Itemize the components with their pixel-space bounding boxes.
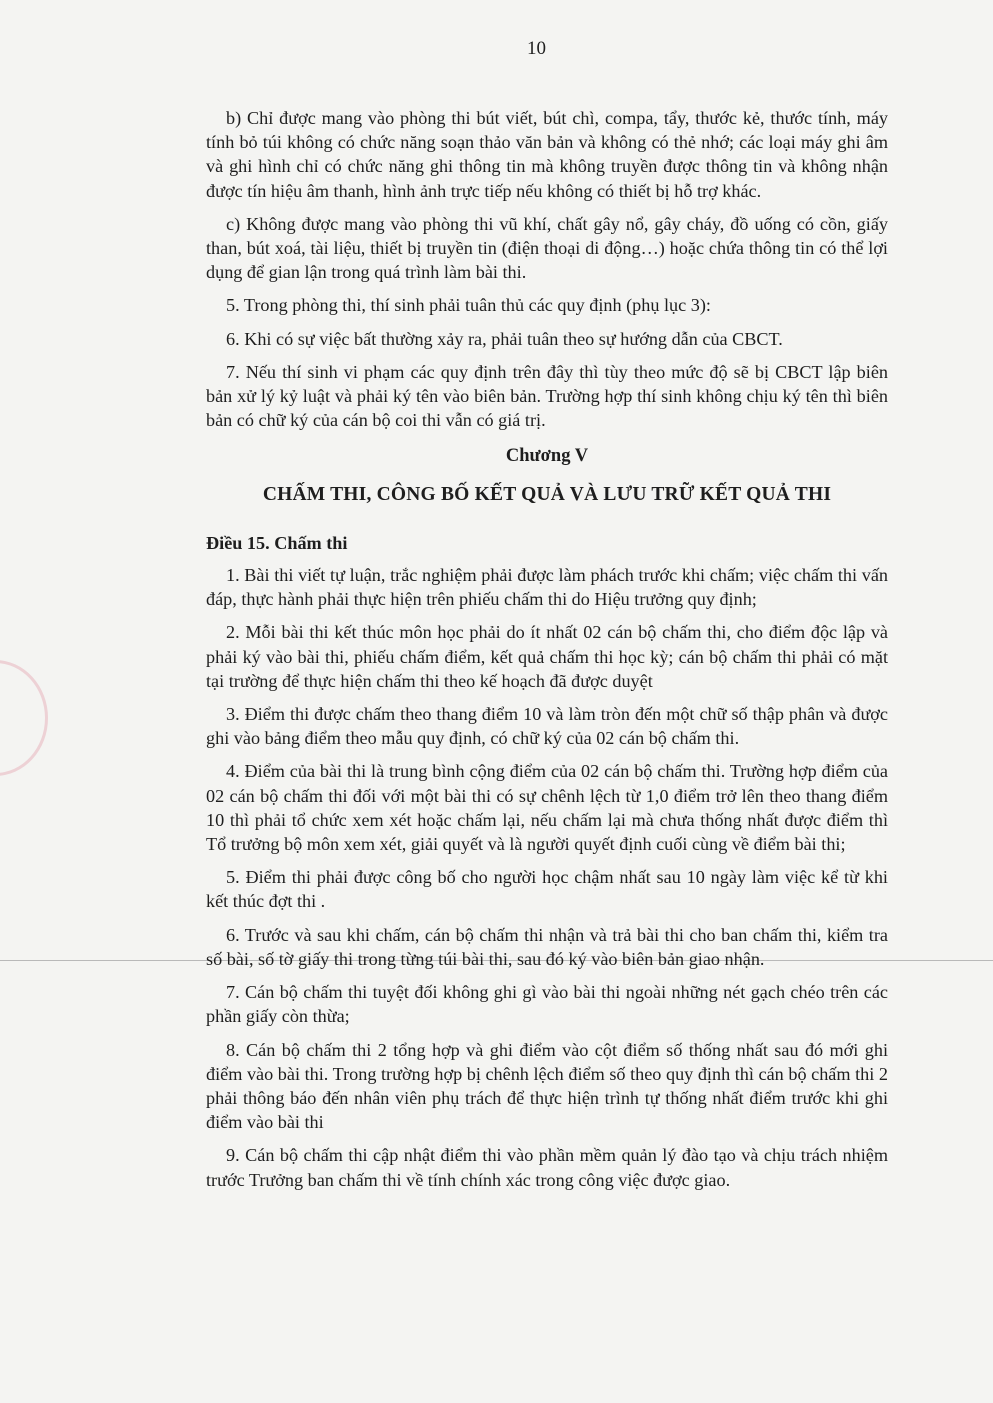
article-heading: Điều 15. Chấm thi [206,532,348,553]
article-paragraph-7: 7. Cán bộ chấm thi tuyệt đối không ghi gì vào bài thi ngoài những nét gạch chéo trên các phần giấy còn thừa; [206,982,888,1027]
chapter-heading: CHẤM THI, CÔNG BỐ KẾT QUẢ VÀ LƯU TRỮ KẾT QUẢ THI [262,483,832,505]
article-paragraph-8: 8. Cán bộ chấm thi 2 tổng hợp và ghi điểm vào cột điểm số thống nhất sau đó mới ghi điểm vào bài thi. Trong trường hợp bị chênh lệch điểm số theo quy định thì cán bộ chấm thi 2 phải thông báo đến nhân viên phụ trách để thực hiện trình tự thống nhất điểm trước khi ghi điểm vào bài thi [206,1039,888,1133]
document-body [206,106,888,1201]
red-stamp-fragment [0,660,48,776]
page-number: 10 [527,38,546,59]
paragraph-5: 5. Trong phòng thi, thí sinh phải tuân thủ các quy định (phụ lục 3): [226,295,711,316]
article-paragraph-9: 9. Cán bộ chấm thi cập nhật điểm thi vào phần mềm quản lý đào tạo và chịu trách nhiệm trước Trưởng ban chấm thi về tính chính xác trong công việc được giao. [206,1145,888,1190]
article-paragraph-3: 3. Điểm thi được chấm theo thang điểm 10 và làm tròn đến một chữ số thập phân và được ghi vào bảng điểm theo mẫu quy định, có chữ ký của 02 cán bộ chấm thi. [206,704,888,749]
article-paragraph-2: 2. Mỗi bài thi kết thúc môn học phải do ít nhất 02 cán bộ chấm thi, cho điểm độc lập và phải ký vào bài thi, phiếu chấm điểm, kết quả chấm thi học kỳ; cán bộ chấm thi phải có mặt tại trường để thực hiện chấm thi theo kế hoạch đã được duyệt [206,622,888,691]
paragraph-b: b) Chỉ được mang vào phòng thi bút viết, bút chì, compa, tẩy, thước kẻ, thước tính, máy tính bỏ túi không có chức năng soạn thảo văn bản và không có thẻ nhớ; các loại máy ghi âm và ghi hình chỉ có chức năng ghi thông tin mà không truyền được thông tin và không nhận được tín hiệu âm thanh, hình ảnh trực tiếp nếu không có thiết bị hỗ trợ khác. [206,108,888,201]
paragraph-7: 7. Nếu thí sinh vi phạm các quy định trên đây thì tùy theo mức độ sẽ bị CBCT lập biên bản xử lý kỷ luật và phải ký tên vào biên bản. Trường hợp thí sinh không chịu ký tên thì biên bản có chữ ký của cán bộ coi thi vẫn có giá trị. [206,361,888,431]
article-paragraph-1: 1. Bài thi viết tự luận, trắc nghiệm phải được làm phách trước khi chấm; việc chấm thi vấn đáp, thực hành phải thực hiện trên phiếu chấm thi do Hiệu trưởng quy định; [206,565,888,610]
paragraph-c: c) Không được mang vào phòng thi vũ khí, chất gây nổ, gây cháy, đồ uống có cồn, giấy than, bút xoá, tài liệu, thiết bị truyền tin (điện thoại di động…) hoặc chứa thông tin có thể lợi dụng để gian lận trong quá trình làm bài thi. [206,213,888,283]
article-paragraph-5: 5. Điểm thi phải được công bố cho người học chậm nhất sau 10 ngày làm việc kể từ khi kết thúc đợt thi . [206,867,888,912]
article-paragraph-4: 4. Điểm của bài thi là trung bình cộng điểm của 02 cán bộ chấm thi. Trường hợp điểm của 02 cán bộ chấm thi đối với một bài thi có sự chênh lệch từ 1,0 điểm trở lên theo thang điểm 10 thì phải tổ chức xem xét hoặc chấm lại, nếu chấm lại mà chưa thống nhất được điểm thì Tổ trưởng bộ môn xem xét, giải quyết và là người quyết định cuối cùng về điểm bài thi; [206,761,888,855]
paragraph-6: 6. Khi có sự việc bất thường xảy ra, phải tuân theo sự hướng dẫn của CBCT. [226,328,783,349]
article-paragraph-6: 6. Trước và sau khi chấm, cán bộ chấm thi nhận và trả bài thi cho ban chấm thi, kiểm tra số bài, số tờ giấy thi trong từng túi bài thi, sau đó ký vào biên bản giao nhận. [206,924,888,969]
chapter-title: Chương V [505,446,589,467]
